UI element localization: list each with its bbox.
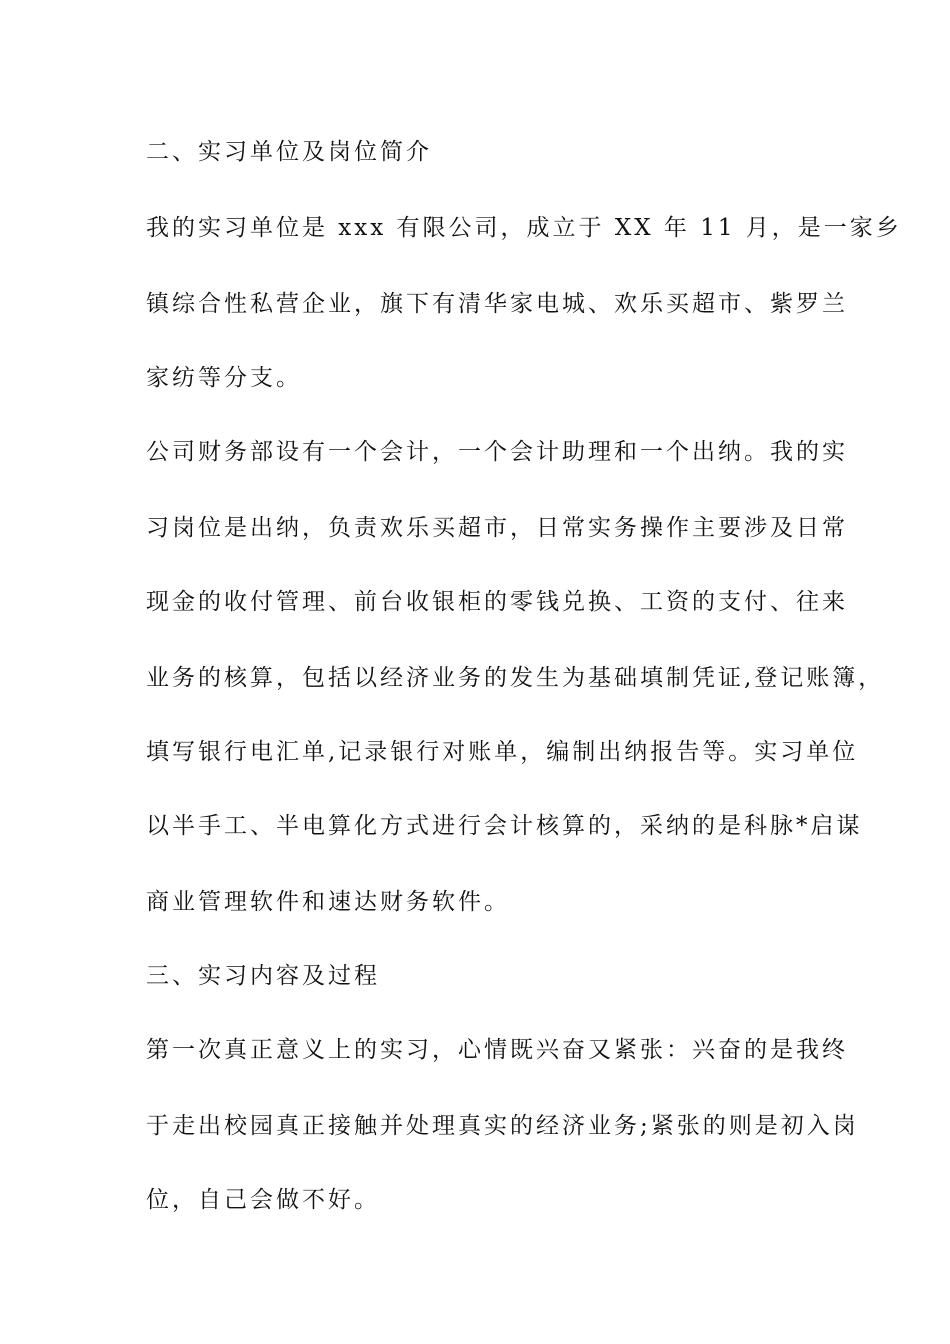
- paragraph-line: 填写银行电汇单,记录银行对账单，编制出纳报告等。实习单位: [146, 739, 859, 765]
- paragraph-line: 家纺等分支。: [146, 365, 302, 391]
- paragraph-line: 商业管理软件和速达财务软件。: [146, 889, 510, 915]
- paragraph-line: 于走出校园真正接触并处理真实的经济业务;紧张的则是初入岗: [146, 1113, 859, 1139]
- paragraph-line: 以半手工、半电算化方式进行会计核算的，采纳的是科脉*启谋: [146, 813, 863, 839]
- paragraph-line: 公司财务部设有一个会计，一个会计助理和一个出纳。我的实: [146, 439, 848, 465]
- paragraph-line: 我的实习单位是 xxx 有限公司，成立于 XX 年 11 月，是一家乡: [146, 215, 902, 241]
- section-heading-3: 三、实习内容及过程: [146, 963, 380, 989]
- paragraph-line: 习岗位是出纳，负责欢乐买超市，日常实务操作主要涉及日常: [146, 515, 848, 541]
- paragraph-line: 位，自己会做不好。: [146, 1187, 380, 1213]
- paragraph-line: 现金的收付管理、前台收银柜的零钱兑换、工资的支付、往来: [146, 589, 848, 615]
- paragraph-line: 镇综合性私营企业，旗下有清华家电城、欢乐买超市、紫罗兰: [146, 291, 848, 317]
- paragraph-line: 第一次真正意义上的实习，心情既兴奋又紧张：兴奋的是我终: [146, 1037, 848, 1063]
- paragraph-line: 业务的核算，包括以经济业务的发生为基础填制凭证,登记账簿，: [146, 665, 885, 691]
- section-heading-2: 二、实习单位及岗位简介: [146, 139, 432, 165]
